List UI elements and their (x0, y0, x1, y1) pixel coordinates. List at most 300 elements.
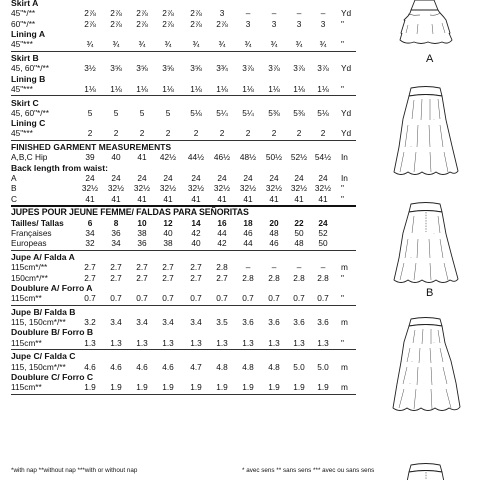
size-cell: 1⅛ (216, 83, 228, 94)
size-cell: 3.4 (136, 317, 148, 328)
size-cell: 2 (320, 128, 326, 139)
size-cell: 2⅞ (190, 18, 202, 29)
row-label: A,B,C Hip (11, 152, 48, 163)
size-cell: 3.2 (84, 317, 96, 328)
unit-cell: Yd (341, 128, 352, 139)
size-cell: 5¼ (242, 107, 254, 118)
footnote-french: * avec sens ** sans sens *** avec ou sans sens (242, 467, 375, 474)
size-cell: 1.9 (84, 382, 96, 393)
size-cell: – (271, 262, 277, 273)
size-cell: ¾ (192, 39, 200, 50)
size-cell: 2⅞ (84, 8, 96, 19)
size-cell: 5⅛ (317, 107, 329, 118)
row-label: 45"*** (11, 39, 33, 50)
table-row (0, 262, 360, 272)
size-cell: 5.0 (293, 361, 305, 372)
size-cell: 48 (294, 238, 304, 249)
table-row (0, 307, 360, 317)
size-cell: 2.8 (268, 272, 280, 283)
size-cell: 2.7 (190, 272, 202, 283)
size-cell: 3⅝ (110, 63, 122, 74)
size-cell: 3¾ (216, 63, 228, 74)
size-cell: 1.9 (317, 382, 329, 393)
size-cell: 32½ (290, 183, 308, 194)
table-row (0, 238, 360, 248)
row-label: 45, 60"*/** (11, 107, 50, 118)
unit-cell: Yd (341, 107, 352, 118)
size-cell: 6 (87, 217, 93, 228)
size-cell: 16 (217, 217, 227, 228)
size-cell: 1.9 (216, 382, 228, 393)
size-cell: 2⅞ (136, 18, 148, 29)
table-row (0, 228, 360, 238)
table-row (0, 273, 360, 283)
view-a-caption: A (426, 53, 434, 65)
size-cell: 3 (296, 18, 302, 29)
size-cell: 1.3 (110, 337, 122, 348)
size-cell: 1.9 (136, 382, 148, 393)
size-cell: 3⅞ (293, 63, 305, 74)
size-cell: ¾ (295, 39, 303, 50)
size-cell: 3 (245, 18, 251, 29)
row-label: Jupe A/ Falda A (11, 251, 75, 262)
size-cell: 44 (243, 238, 253, 249)
table-row (0, 173, 360, 183)
size-cell: 48½ (239, 152, 257, 163)
row-label: Doublure A/ Forro A (11, 282, 93, 293)
section-divider (11, 349, 356, 350)
size-cell: 2.7 (216, 272, 228, 283)
size-cell: ¾ (86, 39, 94, 50)
size-cell: 4.8 (216, 361, 228, 372)
size-cell: 44 (217, 227, 227, 238)
size-cell: 32½ (239, 183, 257, 194)
table-row (0, 98, 360, 108)
size-cell: 1⅛ (268, 83, 280, 94)
size-cell: 4.7 (190, 361, 202, 372)
size-cell: – (296, 262, 302, 273)
size-cell: 4.6 (136, 361, 148, 372)
unit-cell: " (341, 183, 344, 194)
size-cell: 1.3 (216, 337, 228, 348)
size-cell: 1.3 (84, 337, 96, 348)
size-cell: 1.9 (293, 382, 305, 393)
row-label: 150cm*/** (11, 272, 48, 283)
section-divider (11, 95, 356, 96)
size-cell: 10 (137, 217, 147, 228)
size-cell: 3.6 (242, 317, 254, 328)
size-cell: 0.7 (136, 293, 148, 304)
size-cell: 1.3 (242, 337, 254, 348)
size-cell: 0.7 (84, 293, 96, 304)
table-row (0, 252, 360, 262)
size-cell: 41 (111, 193, 121, 204)
size-cell: 46 (269, 238, 279, 249)
size-cell: 50½ (265, 152, 283, 163)
row-label: 115cm** (11, 337, 42, 348)
size-cell: 24 (85, 173, 95, 183)
table-row (0, 283, 360, 293)
skirt-c-illustration (393, 318, 460, 411)
size-cell: 3⅞ (242, 63, 254, 74)
size-cell: 1.9 (110, 382, 122, 393)
size-cell: ¾ (164, 39, 172, 50)
size-cell: 2.7 (84, 272, 96, 283)
row-label: Lining B (11, 73, 46, 84)
size-cell: – (245, 262, 251, 273)
size-cell: 20 (269, 217, 279, 228)
size-cell: 5 (165, 107, 171, 118)
skirt-views-svg (360, 0, 480, 480)
size-cell: 2⅞ (110, 18, 122, 29)
size-cell: 4.8 (242, 361, 254, 372)
size-cell: 2 (139, 128, 145, 139)
size-cell: 2.7 (136, 262, 148, 273)
size-cell: 3.4 (162, 317, 174, 328)
row-label: Tailles/ Tallas (11, 217, 64, 228)
row-label: Skirt B (11, 52, 39, 63)
unit-cell: " (341, 83, 344, 94)
table-row (0, 29, 360, 39)
size-cell: 8 (113, 217, 119, 228)
size-cell: 5 (113, 107, 119, 118)
size-cell: 1.3 (162, 337, 174, 348)
size-cell: 2 (271, 128, 277, 139)
size-cell: 24 (318, 217, 328, 228)
table-row (0, 108, 360, 118)
size-cell: 3.6 (268, 317, 280, 328)
size-cell: 2.7 (110, 262, 122, 273)
unit-cell: m (341, 317, 348, 328)
size-cell: – (271, 8, 277, 19)
section-divider (11, 51, 356, 52)
table-row (0, 218, 360, 228)
table-row (0, 163, 360, 173)
table-row (0, 84, 360, 94)
size-cell: 3⅞ (317, 63, 329, 74)
size-cell: 36 (137, 238, 147, 249)
size-cell: 24 (163, 173, 173, 183)
size-cell: 5⅜ (268, 107, 280, 118)
size-cell: 2 (219, 128, 225, 139)
size-cell: 38 (137, 227, 147, 238)
size-cell: 40 (163, 227, 173, 238)
size-cell: 0.7 (216, 293, 228, 304)
size-cell: 2 (165, 128, 171, 139)
footnote-english: *with nap **without nap ***with or without nap (11, 467, 138, 474)
row-label: Back length from waist: (11, 162, 108, 173)
size-cell: 41 (318, 193, 328, 204)
row-label: B (11, 183, 17, 194)
size-cell: 3.4 (110, 317, 122, 328)
size-cell: 50 (318, 238, 328, 249)
size-cell: 41 (85, 193, 95, 204)
size-cell: – (296, 8, 302, 19)
size-cell: 3.6 (317, 317, 329, 328)
table-row (0, 317, 360, 327)
size-cell: 32 (85, 238, 95, 249)
table-row (0, 372, 360, 382)
size-cell: 1.3 (190, 337, 202, 348)
size-cell: 1.9 (242, 382, 254, 393)
size-cell: 4.6 (84, 361, 96, 372)
unit-cell: m (341, 382, 348, 393)
skirt-b-illustration (394, 87, 458, 175)
unit-cell: Yd (341, 63, 352, 74)
size-cell: 24 (318, 173, 328, 183)
section-divider (11, 305, 356, 306)
size-cell: 4.6 (110, 361, 122, 372)
row-label: Françaises (11, 227, 52, 238)
size-cell: 2.8 (216, 262, 228, 273)
size-cell: ¾ (319, 39, 327, 50)
size-cell: 32½ (314, 183, 332, 194)
size-cell: 24 (191, 173, 201, 183)
row-label: Skirt A (11, 0, 39, 8)
size-cell: 3⅝ (136, 63, 148, 74)
table-row (0, 183, 360, 193)
view-b-caption: B (426, 287, 434, 299)
size-cell: 2⅞ (162, 8, 174, 19)
size-cell: ¾ (218, 39, 226, 50)
unit-cell: In (341, 173, 348, 183)
row-label: C (11, 193, 17, 204)
size-cell: 52 (318, 227, 328, 238)
table-row (0, 19, 360, 29)
table-row (0, 382, 360, 392)
size-cell: 50 (294, 227, 304, 238)
table-row (0, 142, 360, 152)
skirt-b-back-illustration (394, 203, 458, 283)
size-cell: 3⅞ (268, 63, 280, 74)
size-cell: 40 (111, 152, 121, 163)
row-label: Jupe C/ Falda C (11, 351, 76, 362)
size-cell: 2.7 (136, 272, 148, 283)
size-cell: 32½ (187, 183, 205, 194)
size-cell: 32½ (159, 183, 177, 194)
size-cell: 0.7 (110, 293, 122, 304)
size-cell: 2 (245, 128, 251, 139)
unit-cell: Yd (341, 8, 352, 19)
size-cell: 46 (243, 227, 253, 238)
size-cell: 1.9 (162, 382, 174, 393)
row-label: Doublure C/ Forro C (11, 372, 94, 382)
unit-cell: " (341, 193, 344, 204)
size-cell: 32½ (133, 183, 151, 194)
row-label: FINISHED GARMENT MEASUREMENTS (11, 142, 172, 153)
table-row (0, 53, 360, 63)
table-row (0, 118, 360, 128)
unit-cell: In (341, 152, 348, 163)
size-cell: 34 (111, 238, 121, 249)
size-cell: 32½ (81, 183, 99, 194)
size-cell: 2 (87, 128, 93, 139)
size-cell: 5¼ (216, 107, 228, 118)
size-cell: 1.3 (136, 337, 148, 348)
row-label: 115cm** (11, 293, 42, 304)
size-cell: 24 (217, 173, 227, 183)
section-divider (11, 250, 356, 251)
skirt-c-back-illustration (407, 464, 444, 481)
row-label: 115, 150cm*/** (11, 361, 66, 372)
size-cell: 2.8 (317, 272, 329, 283)
size-cell: 41 (137, 152, 147, 163)
row-label: Lining A (11, 28, 46, 39)
size-cell: ¾ (244, 39, 252, 50)
size-cell: 1⅛ (84, 83, 96, 94)
size-cell: 18 (243, 217, 253, 228)
table-row (0, 152, 360, 162)
size-cell: 3.4 (190, 317, 202, 328)
size-cell: 0.7 (293, 293, 305, 304)
size-cell: 14 (191, 217, 201, 228)
row-label: Lining C (11, 118, 46, 129)
size-cell: 2⅞ (136, 8, 148, 19)
size-cell: 5⅛ (190, 107, 202, 118)
size-cell: 44½ (187, 152, 205, 163)
table-row (0, 194, 360, 204)
size-cell: 42 (191, 227, 201, 238)
row-label: Europeas (11, 238, 47, 249)
size-cell: 1⅛ (190, 83, 202, 94)
size-cell: 2⅞ (84, 18, 96, 29)
row-label: Doublure B/ Forro B (11, 327, 94, 338)
size-cell: 2 (193, 128, 199, 139)
size-cell: 22 (294, 217, 304, 228)
size-cell: 3⅝ (190, 63, 202, 74)
size-cell: 5⅜ (293, 107, 305, 118)
size-cell: 5 (139, 107, 145, 118)
size-cell: 1⅛ (136, 83, 148, 94)
size-cell: 2⅞ (216, 18, 228, 29)
size-cell: 3⅝ (162, 63, 174, 74)
size-cell: 24 (294, 173, 304, 183)
row-label: JUPES POUR JEUNE FEMME/ FALDAS PARA SEÑORITAS (11, 207, 249, 218)
row-label: 115cm** (11, 382, 42, 393)
size-cell: 3½ (84, 63, 96, 74)
table-row (0, 293, 360, 303)
skirt-illustrations (360, 0, 480, 480)
size-cell: 1.9 (268, 382, 280, 393)
table-row (0, 327, 360, 337)
size-cell: 34 (85, 227, 95, 238)
size-cell: 1⅛ (317, 83, 329, 94)
size-cell: 24 (111, 173, 121, 183)
size-cell: 0.7 (317, 293, 329, 304)
table-row (0, 207, 360, 217)
size-cell: 41 (191, 193, 201, 204)
size-cell: ¾ (270, 39, 278, 50)
row-label: 45"*** (11, 128, 33, 139)
table-row (0, 351, 360, 361)
size-cell: 52½ (290, 152, 308, 163)
unit-cell: " (341, 18, 344, 29)
size-cell: 42 (217, 238, 227, 249)
unit-cell: m (341, 262, 348, 273)
table-row (0, 39, 360, 49)
size-cell: 0.7 (190, 293, 202, 304)
size-cell: 24 (137, 173, 147, 183)
size-cell: 12 (163, 217, 173, 228)
size-cell: 3.5 (216, 317, 228, 328)
table-row (0, 8, 360, 18)
size-cell: 39 (85, 152, 95, 163)
size-cell: 2⅞ (190, 8, 202, 19)
section-divider (11, 140, 356, 141)
table-row (0, 74, 360, 84)
size-cell: 41 (217, 193, 227, 204)
size-cell: 32½ (213, 183, 231, 194)
size-cell: 4.8 (268, 361, 280, 372)
size-cell: 0.7 (242, 293, 254, 304)
row-label: 45"*/** (11, 8, 36, 19)
size-cell: 46½ (213, 152, 231, 163)
size-cell: 2.7 (190, 262, 202, 273)
size-cell: 4.6 (162, 361, 174, 372)
size-cell: 36 (111, 227, 121, 238)
row-label: 60"*/** (11, 18, 36, 29)
size-cell: – (245, 8, 251, 19)
size-cell: 24 (269, 173, 279, 183)
size-cell: 42½ (159, 152, 177, 163)
row-label: Jupe B/ Falda B (11, 306, 76, 317)
unit-cell: m (341, 361, 348, 372)
size-cell: 1⅛ (162, 83, 174, 94)
size-cell: 1.3 (317, 337, 329, 348)
size-cell: 24 (243, 173, 253, 183)
skirt-a-illustration (400, 0, 452, 44)
unit-cell: " (341, 293, 344, 304)
size-cell: 3 (320, 18, 326, 29)
size-cell: 41 (137, 193, 147, 204)
size-cell: 54½ (314, 152, 332, 163)
table-row (0, 0, 360, 8)
size-cell: 1⅛ (110, 83, 122, 94)
section-divider (11, 394, 356, 395)
size-cell: 3.6 (293, 317, 305, 328)
size-cell: 2.7 (162, 262, 174, 273)
size-cell: 38 (163, 238, 173, 249)
size-cell: – (320, 262, 326, 273)
unit-cell: " (341, 39, 344, 50)
row-label: 115, 150cm*/** (11, 317, 66, 328)
table-row (0, 338, 360, 348)
size-cell: 2.7 (110, 272, 122, 283)
size-cell: 2 (296, 128, 302, 139)
size-cell: 1.9 (190, 382, 202, 393)
size-cell: 5 (87, 107, 93, 118)
size-cell: 1⅛ (242, 83, 254, 94)
size-cell: 41 (163, 193, 173, 204)
size-cell: 1.3 (268, 337, 280, 348)
table-row (0, 128, 360, 138)
size-cell: 2 (113, 128, 119, 139)
size-cell: ¾ (112, 39, 120, 50)
table-row (0, 63, 360, 73)
row-label: 115cm*/** (11, 262, 48, 273)
size-cell: ¾ (138, 39, 146, 50)
table-row (0, 362, 360, 372)
size-cell: 1.3 (293, 337, 305, 348)
size-cell: 5.0 (317, 361, 329, 372)
size-cell: 40 (191, 238, 201, 249)
unit-cell: " (341, 337, 344, 348)
size-cell: 48 (269, 227, 279, 238)
size-cell: 32½ (265, 183, 283, 194)
size-cell: 41 (294, 193, 304, 204)
size-cell: 3 (271, 18, 277, 29)
size-cell: 32½ (107, 183, 125, 194)
